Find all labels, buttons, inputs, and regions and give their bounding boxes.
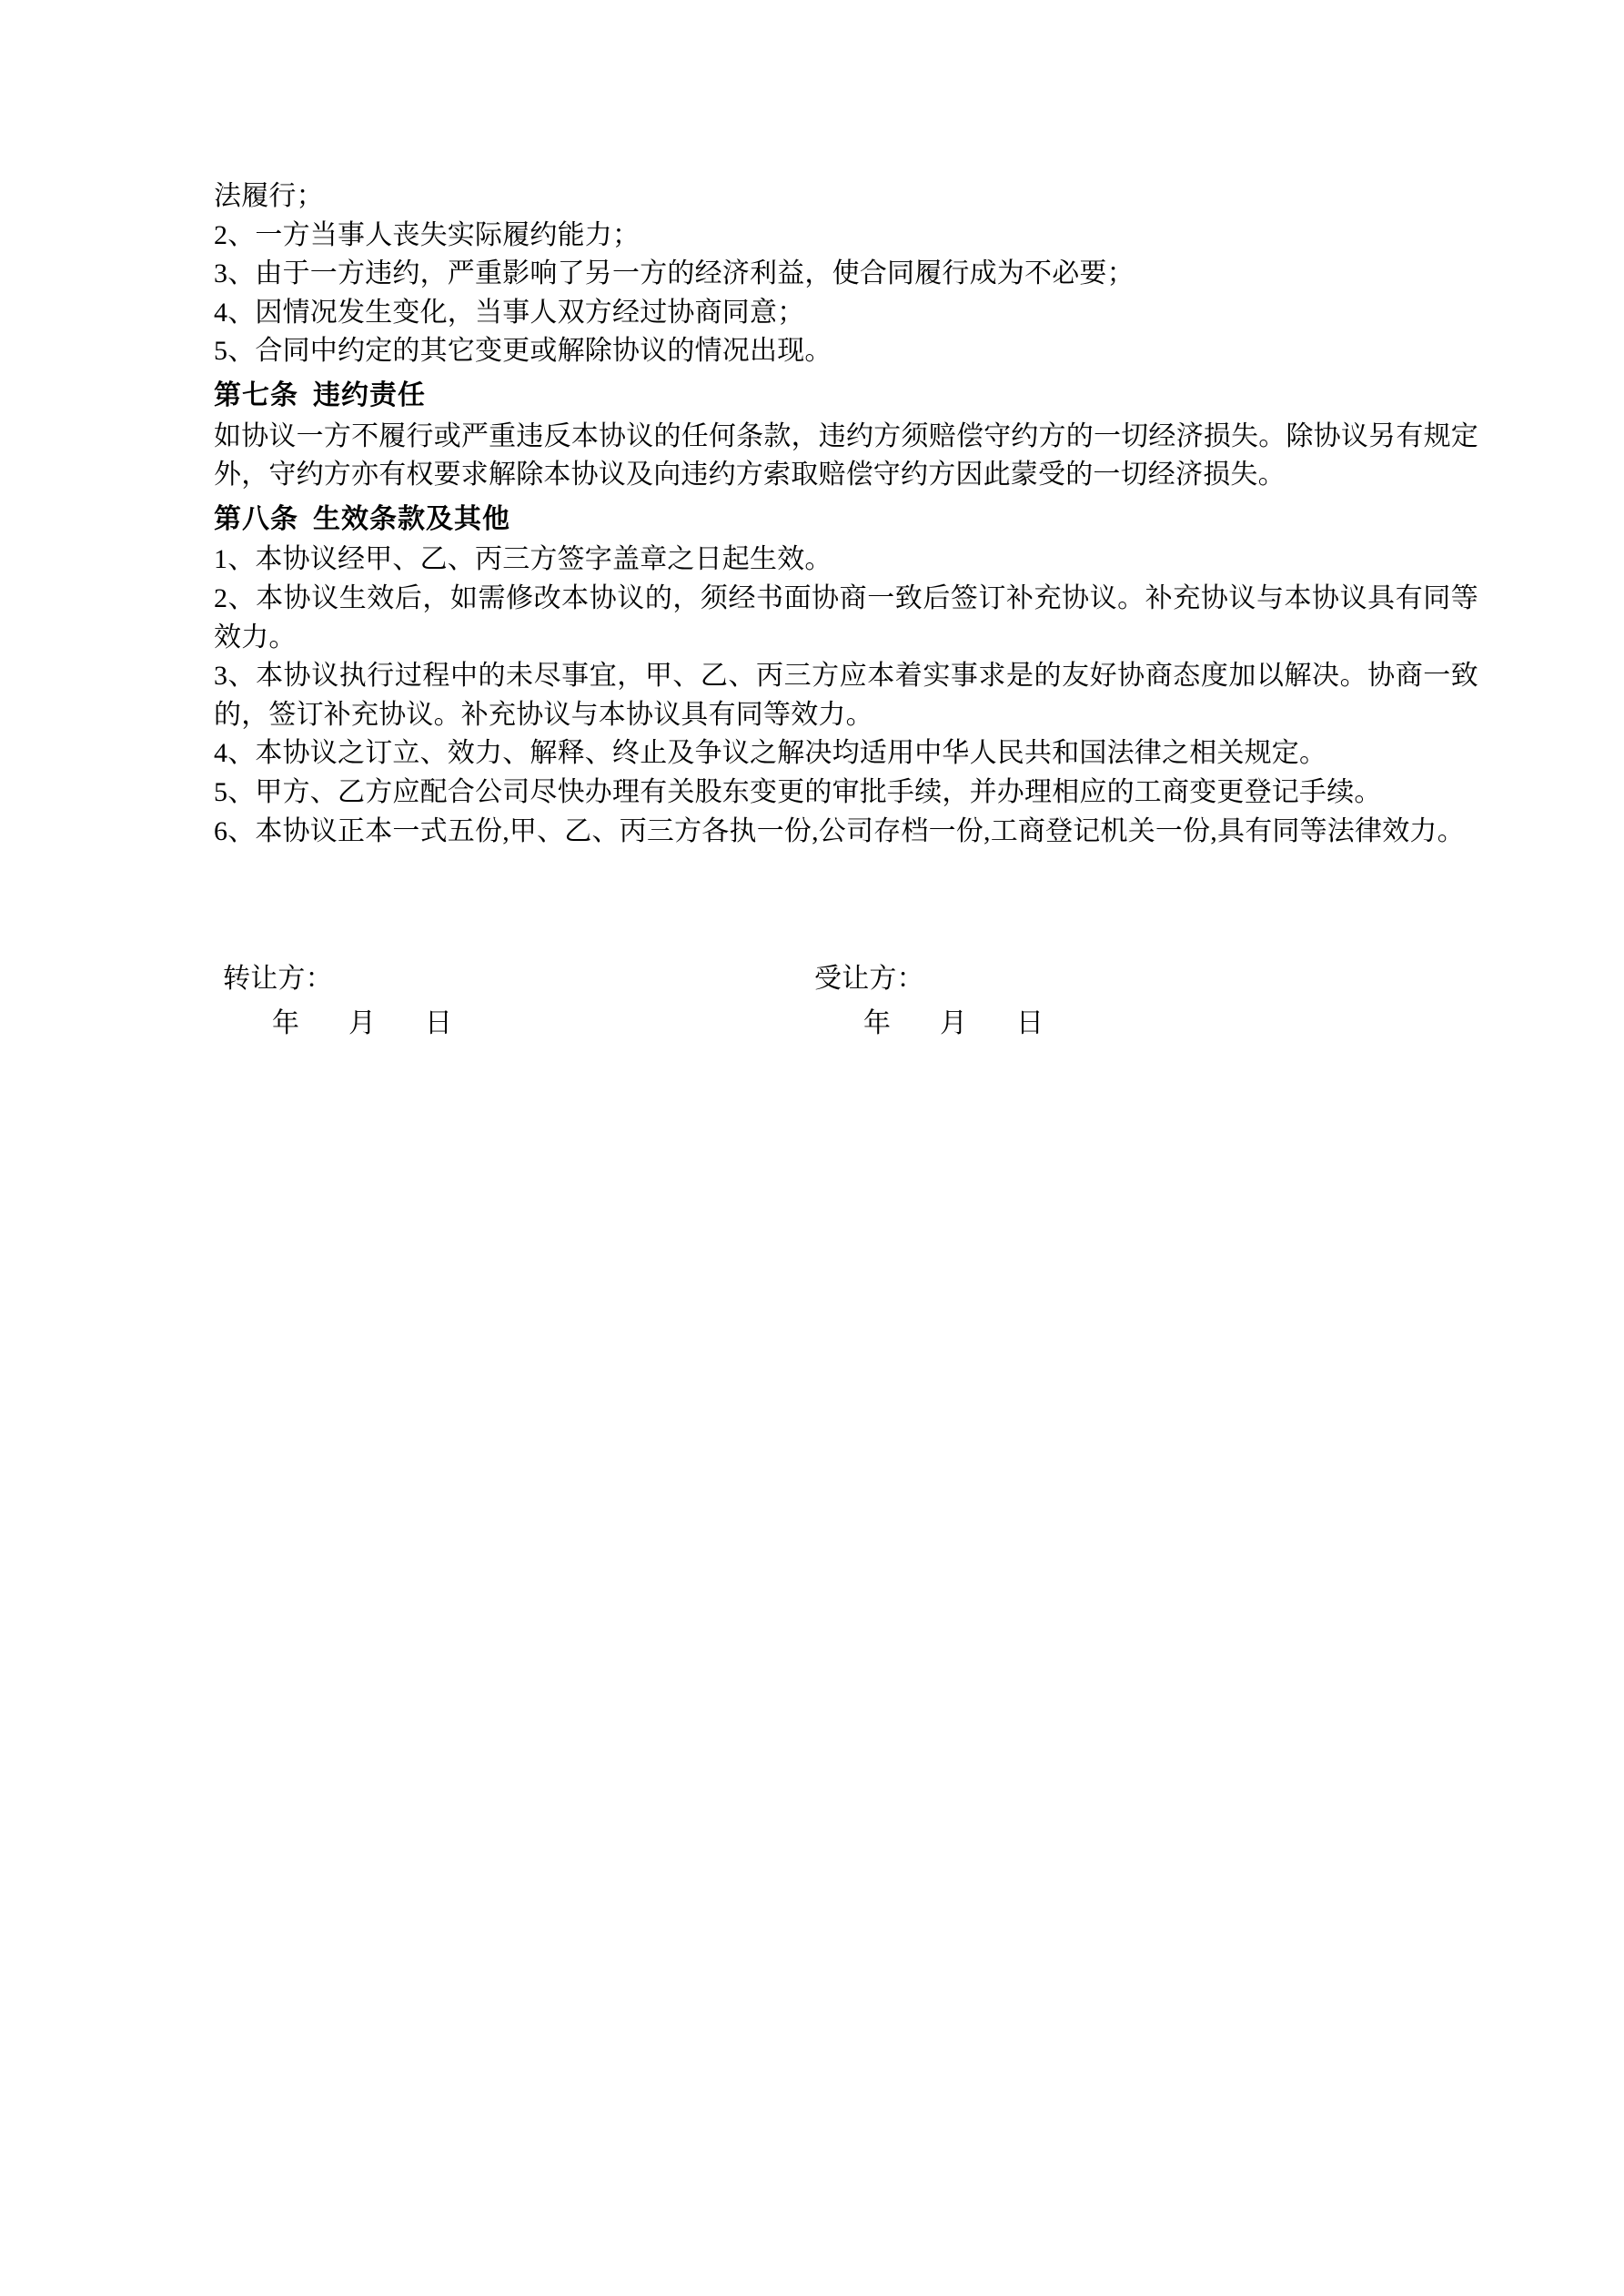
document-body <box>214 177 1478 1069</box>
date-month-label: 月 <box>940 1007 969 1038</box>
section-eight-item: 3、本协议执行过程中的未尽事宜，甲、乙、丙三方应本着实事求是的友好协商态度加以解决。协商一致的，签订补充协议。补充协议与本协议具有同等效力。 <box>214 661 1478 730</box>
transferor-date-line <box>223 1005 454 1044</box>
section-eight-item: 2、本协议生效后，如需修改本协议的，须经书面协商一致后签订补充协议。补充协议与本协议具有同等效力。 <box>214 582 1478 652</box>
date-year-label: 年 <box>272 1007 301 1038</box>
body-line: 3、由于一方违约，严重影响了另一方的经济利益，使合同履行成为不必要； <box>214 258 1135 289</box>
section-seven-title: 违约责任 <box>313 379 426 410</box>
signature-block <box>214 960 1478 1069</box>
section-eight-item: 1、本协议经甲、乙、丙三方签字盖章之日起生效。 <box>214 544 832 575</box>
date-year-label: 年 <box>863 1007 893 1038</box>
transferee-label: 受让方： <box>814 964 924 995</box>
body-line: 法履行； <box>214 181 324 211</box>
body-line: 2、一方当事人丧失实际履约能力； <box>214 219 641 250</box>
section-seven-number: 第七条 <box>214 379 298 410</box>
date-month-label: 月 <box>348 1007 378 1038</box>
transferor-signature-area <box>223 960 454 1043</box>
section-eight-item: 4、本协议之订立、效力、解释、终止及争议之解决均适用中华人民共和国法律之相关规定。 <box>214 738 1327 769</box>
section-eight-number: 第八条 <box>214 503 298 534</box>
transferor-label: 转让方： <box>223 964 333 995</box>
transferee-signature-area <box>814 960 1045 1043</box>
section-eight-item: 6、本协议正本一式五份,甲、乙、丙三方各执一份,公司存档一份,工商登记机关一份,具有同等法律效力。 <box>214 815 1465 846</box>
section-seven-heading <box>214 377 1478 416</box>
section-eight-heading <box>214 501 1478 540</box>
date-day-label: 日 <box>1016 1007 1045 1038</box>
transferee-date-line <box>814 1005 1045 1044</box>
date-day-label: 日 <box>425 1007 454 1038</box>
section-seven-paragraph: 如协议一方不履行或严重违反本协议的任何条款，违约方须赔偿守约方的一切经济损失。除协议另有规定外，守约方亦有权要求解除本协议及向违约方索取赔偿守约方因此蒙受的一切经济损失。 <box>214 420 1478 491</box>
body-line: 5、合同中约定的其它变更或解除协议的情况出现。 <box>214 336 832 367</box>
section-eight-title: 生效条款及其他 <box>313 503 510 534</box>
body-line: 4、因情况发生变化，当事人双方经过协商同意； <box>214 297 805 328</box>
section-eight-item: 5、甲方、乙方应配合公司尽快办理有关股东变更的审批手续，并办理相应的工商变更登记手续。 <box>214 776 1382 807</box>
